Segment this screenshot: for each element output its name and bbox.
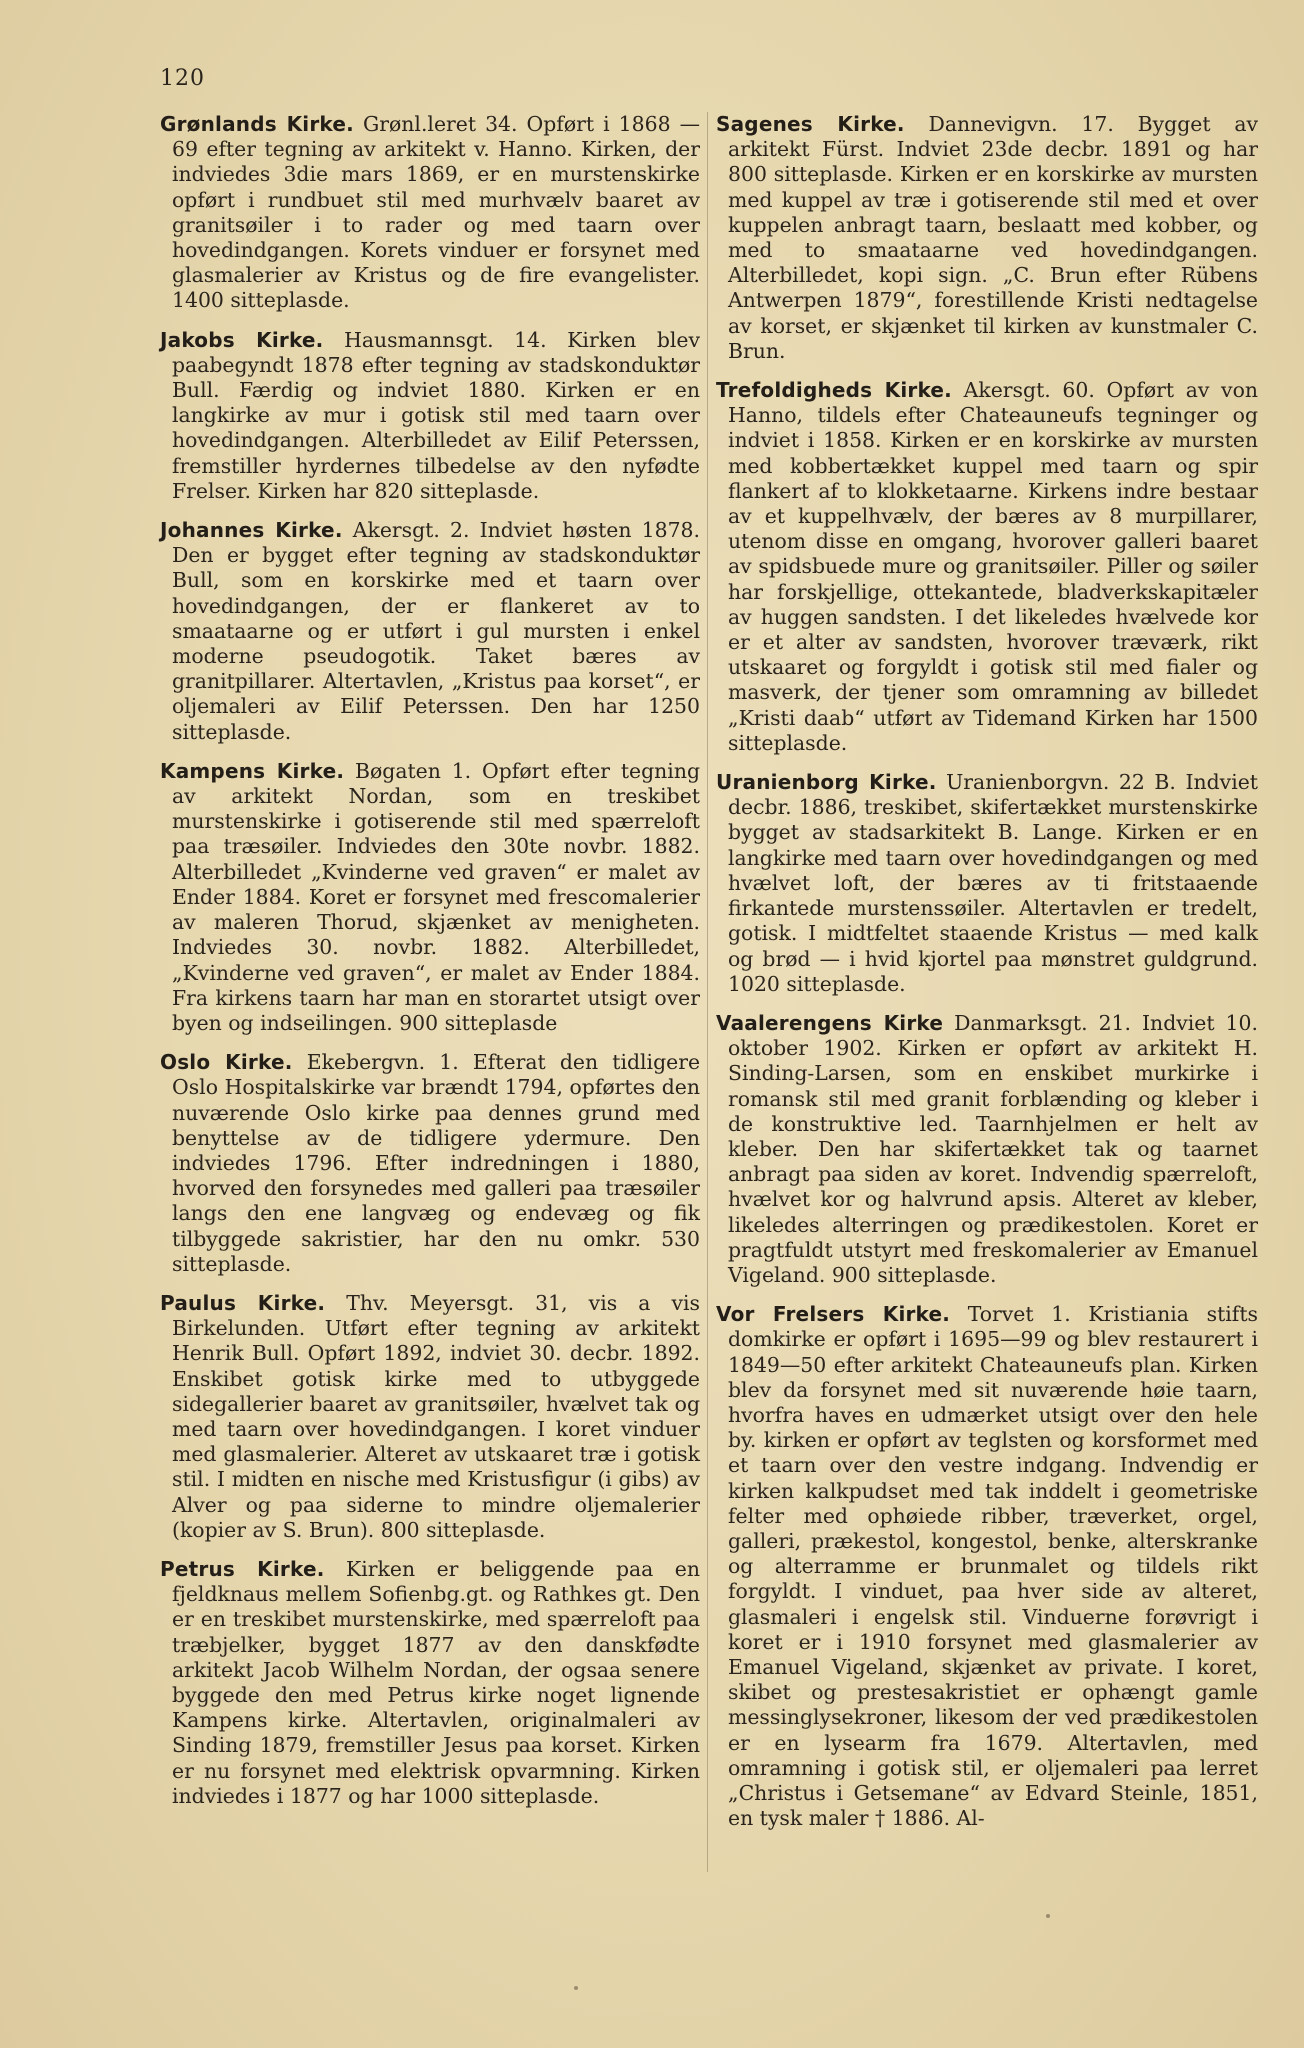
church-entry: [716, 1302, 1258, 1831]
church-entry: [716, 770, 1258, 997]
church-description: Akersgt. 60. Opført av von Hanno, tildels efter Chateauneufs tegninger og indviet i 1858. Kirken er en korskirke av mursten med kobbertækket kuppel med taarn og spir flankert af to klokketaarne. Kirkens indre bestaar av et kuppelhvælv, der bæres av 8 murpillarer, utenom disse en omgang, hvorover galleri baaret av spidsbuede mure og granitsøiler. Piller og søiler har forskjellige, ottekantede, bladverkskapitæler av huggen sandsten. I det likeledes hvælvede kor er et alter av sandsten, hvorover træværk, rikt utskaaret og forgyldt i gotisk stil med fialer og masverk, der tjener som omramning av billedet „Kristi daab“ utført av Tidemand Kirken har 1500 sitteplasde.: [728, 378, 1258, 755]
church-entry: [160, 1557, 700, 1809]
church-entry: [160, 112, 700, 314]
church-description: Hausmannsgt. 14. Kirken blev paabegyndt 1878 efter tegning av stadskonduktør Bull. Færdig og indviet 1880. Kirken er en langkirke av mur i gotisk stil med taarn over hovedindgangen. Alterbilledet av Eilif Peterssen, fremstiller hyrdernes tilbedelse av den nyfødte Frelser. Kirken har 820 sitteplasde.: [172, 327, 701, 503]
church-description: Torvet 1. Kristiania stifts domkirke er opført i 1695—99 og blev restaurert i 1849—50 efter arkitekt Chateauneufs plan. Kirken blev da forsynet med sit nuværende høie taarn, hvorfra haves en udmærket utsigt over den hele by. kirken er opført av teglsten og korsformet med et taarn over den vestre indgang. Indvendig er kirken kalkpudset med tak inddelt i geometriske felter med ophøiede ribber, træverket, orgel, galleri, prækestol, kongestol, benke, alterskranke og alterramme er brunmalet og tildels rikt forgyldt. I vinduet, paa hver side av alteret, glasmaleri i engelsk stil. Vinduerne forøvrigt i koret er i 1910 forsynet med glasmalerier av Emanuel Vigeland, skjænket av private. I koret, skibet og prestesakristiet er ophængt gamle messinglysekroner, likesom der ved prædikestolen er en lysearm fra 1679. Altertavlen, med omramning i gotisk stil, er oljemaleri paa lerret „Christus i Getsemane“ av Edvard Steinle, 1851, en tysk maler † 1886. Al-: [728, 1302, 1258, 1831]
church-name: Kampens Kirke.: [160, 758, 345, 783]
church-entry: [160, 1291, 700, 1543]
church-name: Grønlands Kirke.: [160, 112, 354, 136]
church-entry: [160, 518, 700, 745]
church-description: Kirken er beliggende paa en fjeldknaus mellem Sofienbg.gt. og Rathkes gt. Den er en treskibet murstenskirke, med spærreloft paa træbjelker, bygget 1877 av den danskfødte arkitekt Jacob Wilhelm Nordan, der ogsaa senere byggede den med Petrus kirke noget lignende Kampens kirke. Altertavlen, originalmaleri av Sinding 1879, fremstiller Jesus paa korset. Kirken er nu forsynet med elektrisk opvarmning. Kirken indviedes i 1877 og har 1000 sitteplasde.: [172, 1556, 701, 1808]
church-description: Ekebergvn. 1. Efterat den tidligere Oslo Hospitalskirke var brændt 1794, opførtes den nuværende Oslo kirke paa dennes grund med benyttelse av de tidligere ydermure. Den indviedes 1796. Efter indredningen i 1880, hvorved den forsynedes med galleri paa træsøiler langs den ene langvæg og endevæg og fik tilbyggede sakristier, har den nu omkr. 530 sitteplasde.: [172, 1050, 701, 1276]
church-entry: [716, 1011, 1258, 1288]
left-column: [160, 112, 700, 1823]
church-name: Oslo Kirke.: [160, 1050, 293, 1075]
church-entry: [160, 328, 700, 504]
ink-speck: [574, 1986, 578, 1990]
church-entry: [716, 378, 1258, 756]
church-description: Grønl.leret 34. Opført i 1868 —69 efter tegning av arkitekt v. Hanno. Kirken, der indviedes 3die mars 1869, er en murstenskirke opført i rundbuet stil med murhvælv baaret av granitsøiler i to rader og med taarn over hovedindgangen. Korets vinduer er forsynet med glasmalerier av Kristus og de fire evangelister. 1400 sitteplasde.: [172, 112, 700, 313]
church-name: Sagenes Kirke.: [716, 112, 905, 136]
church-name: Jakobs Kirke.: [160, 327, 324, 352]
church-name: Trefoldigheds Kirke.: [716, 378, 952, 403]
church-name: Vaalerengens Kirke: [716, 1010, 944, 1035]
church-name: Vor Frelsers Kirke.: [716, 1302, 951, 1327]
church-description: Thv. Meyersgt. 31, vis a vis Birkelunden. Utført efter tegning av arkitekt Henrik Bull. Opført 1892, indviet 30. decbr. 1892. Enskibet gotisk kirke med to utbyggede sidegallerier baaret av granitsøiler, hvælvet tak og med taarn over hovedindgangen. I koret vinduer med glasmalerier. Alteret av utskaaret træ i gotisk stil. I midten en nische med Kristusfigur (i gibs) av Alver og paa siderne to mindre oljemalerier (kopier av S. Brun). 800 sitteplasde.: [172, 1290, 700, 1542]
church-name: Petrus Kirke.: [160, 1556, 325, 1581]
church-description: Dannevigvn. 17. Bygget av arkitekt Fürst. Indviet 23de decbr. 1891 og har 800 sitteplasde. Kirken er en korskirke av mursten med kuppel av træ i gotiserende stil med et over kuppelen anbragt taarn, beslaatt med kobber, og med to smaataarne ved hovedindgangen. Alterbilledet, kopi sign. „C. Brun efter Rübens Antwerpen 1879“, forestillende Kristi nedtagelse av korset, er skjænket til kirken av kunstmaler C. Brun.: [728, 112, 1258, 363]
church-description: Bøgaten 1. Opført efter tegning av arkitekt Nordan, som en treskibet murstenskirke i gotiserende stil med spærreloft paa træsøiler. Indviedes den 30te novbr. 1882. Alterbilledet „Kvinderne ved graven“ er malet av Ender 1884. Koret er forsynet med frescomalerier av maleren Thorud, skjænket av menigheten. Indviedes 30. novbr. 1882. Alterbilledet, „Kvinderne ved graven“, er malet av Ender 1884. Fra kirkens taarn har man en storartet utsigt over byen og indseilingen. 900 sitteplasde: [172, 758, 701, 1035]
ink-speck: [1046, 1914, 1050, 1918]
church-entry: [160, 1050, 700, 1277]
church-entry: [160, 759, 700, 1036]
church-description: Uranienborgvn. 22 B. Indviet decbr. 1886, treskibet, skifertækket murstenskirke bygget av stadsarkitekt B. Lange. Kirken er en langkirke med taarn over hovedindgangen og med hvælvet loft, der bæres av ti fritstaaende firkantede murstenssøiler. Altertavlen er tredelt, gotisk. I midtfeltet staaende Kristus — med kalk og brød — i hvid kjortel paa mønstret guldgrund. 1020 sitteplasde.: [728, 770, 1258, 996]
church-description: Akersgt. 2. Indviet høsten 1878. Den er bygget efter tegning av stadskonduktør Bull, som en korskirke med et taarn over hovedindgangen, der er flankeret av to smaataarne og er utført i gul mursten i enkel moderne pseudogotik. Taket bæres av granitpillarer. Altertavlen, „Kristus paa korset“, er oljemaleri av Eilif Peterssen. Den har 1250 sitteplasde.: [172, 518, 701, 744]
church-name: Johannes Kirke.: [160, 518, 343, 543]
page-number: 120: [160, 66, 205, 91]
church-name: Uranienborg Kirke.: [716, 770, 937, 795]
church-name: Paulus Kirke.: [160, 1290, 326, 1315]
right-column: [716, 112, 1258, 1845]
church-description: Danmarksgt. 21. Indviet 10. oktober 1902. Kirken er opført av arkitekt H. Sinding-Larsen, som en enskibet murkirke i romansk stil med granit forblænding og kleber i de konstruktive led. Taarnhjelmen er helt av kleber. Den har skifertækket tak og taarnet anbragt paa siden av koret. Indvendig spærreloft, hvælvet kor og halvrund apsis. Alteret av kleber, likeledes alterringen og prædikestolen. Koret er pragtfuldt utstyrt med freskomalerier av Emanuel Vigeland. 900 sitteplasde.: [728, 1010, 1258, 1287]
column-divider: [707, 112, 708, 1872]
church-entry: [716, 112, 1258, 364]
